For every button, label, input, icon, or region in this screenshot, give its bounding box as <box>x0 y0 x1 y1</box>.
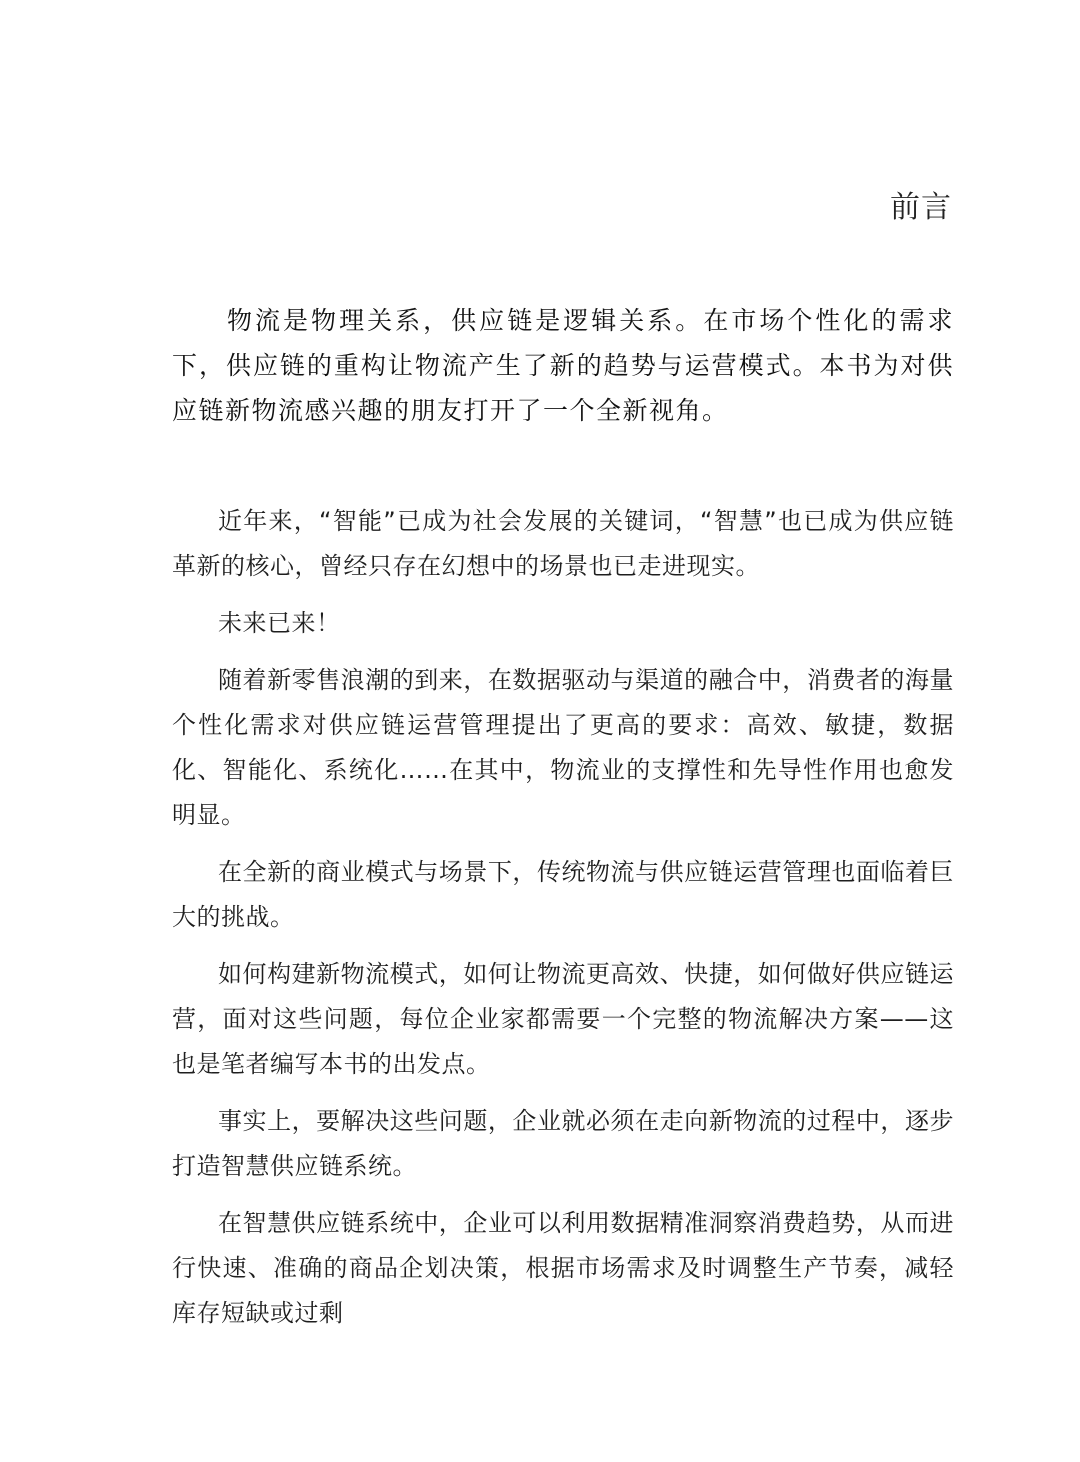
body-paragraph: 在全新的商业模式与场景下，传统物流与供应链运营管理也面临着巨大的挑战。 <box>172 858 954 931</box>
body-text <box>172 499 954 1348</box>
body-paragraph: 事实上，要解决这些问题，企业就必须在走向新物流的过程中，逐步打造智慧供应链系统。 <box>172 1107 954 1180</box>
body-paragraph: 未来已来！ <box>218 609 341 637</box>
body-paragraph: 如何构建新物流模式，如何让物流更高效、快捷，如何做好供应链运营，面对这些问题，每位企业家都需要一个完整的物流解决方案——这也是笔者编写本书的出发点。 <box>172 960 954 1078</box>
body-paragraph: 随着新零售浪潮的到来，在数据驱动与渠道的融合中，消费者的海量个性化需求对供应链运营管理提出了更高的要求：高效、敏捷，数据化、智能化、系统化……在其中，物流业的支撑性和先导性作用也愈发明显。 <box>172 666 954 829</box>
page-title: 前言 <box>890 190 952 225</box>
intro-paragraph: 物流是物理关系，供应链是逻辑关系。在市场个性化的需求下，供应链的重构让物流产生了新的趋势与运营模式。本书为对供应链新物流感兴趣的朋友打开了一个全新视角。 <box>172 306 954 425</box>
body-paragraph: 近年来，“智能”已成为社会发展的关键词，“智慧”也已成为供应链革新的核心，曾经只存在幻想中的场景也已走进现实。 <box>172 507 954 580</box>
body-paragraph: 在智慧供应链系统中，企业可以利用数据精准洞察消费趋势，从而进行快速、准确的商品企划决策，根据市场需求及时调整生产节奏，减轻库存短缺或过剩 <box>172 1209 954 1327</box>
